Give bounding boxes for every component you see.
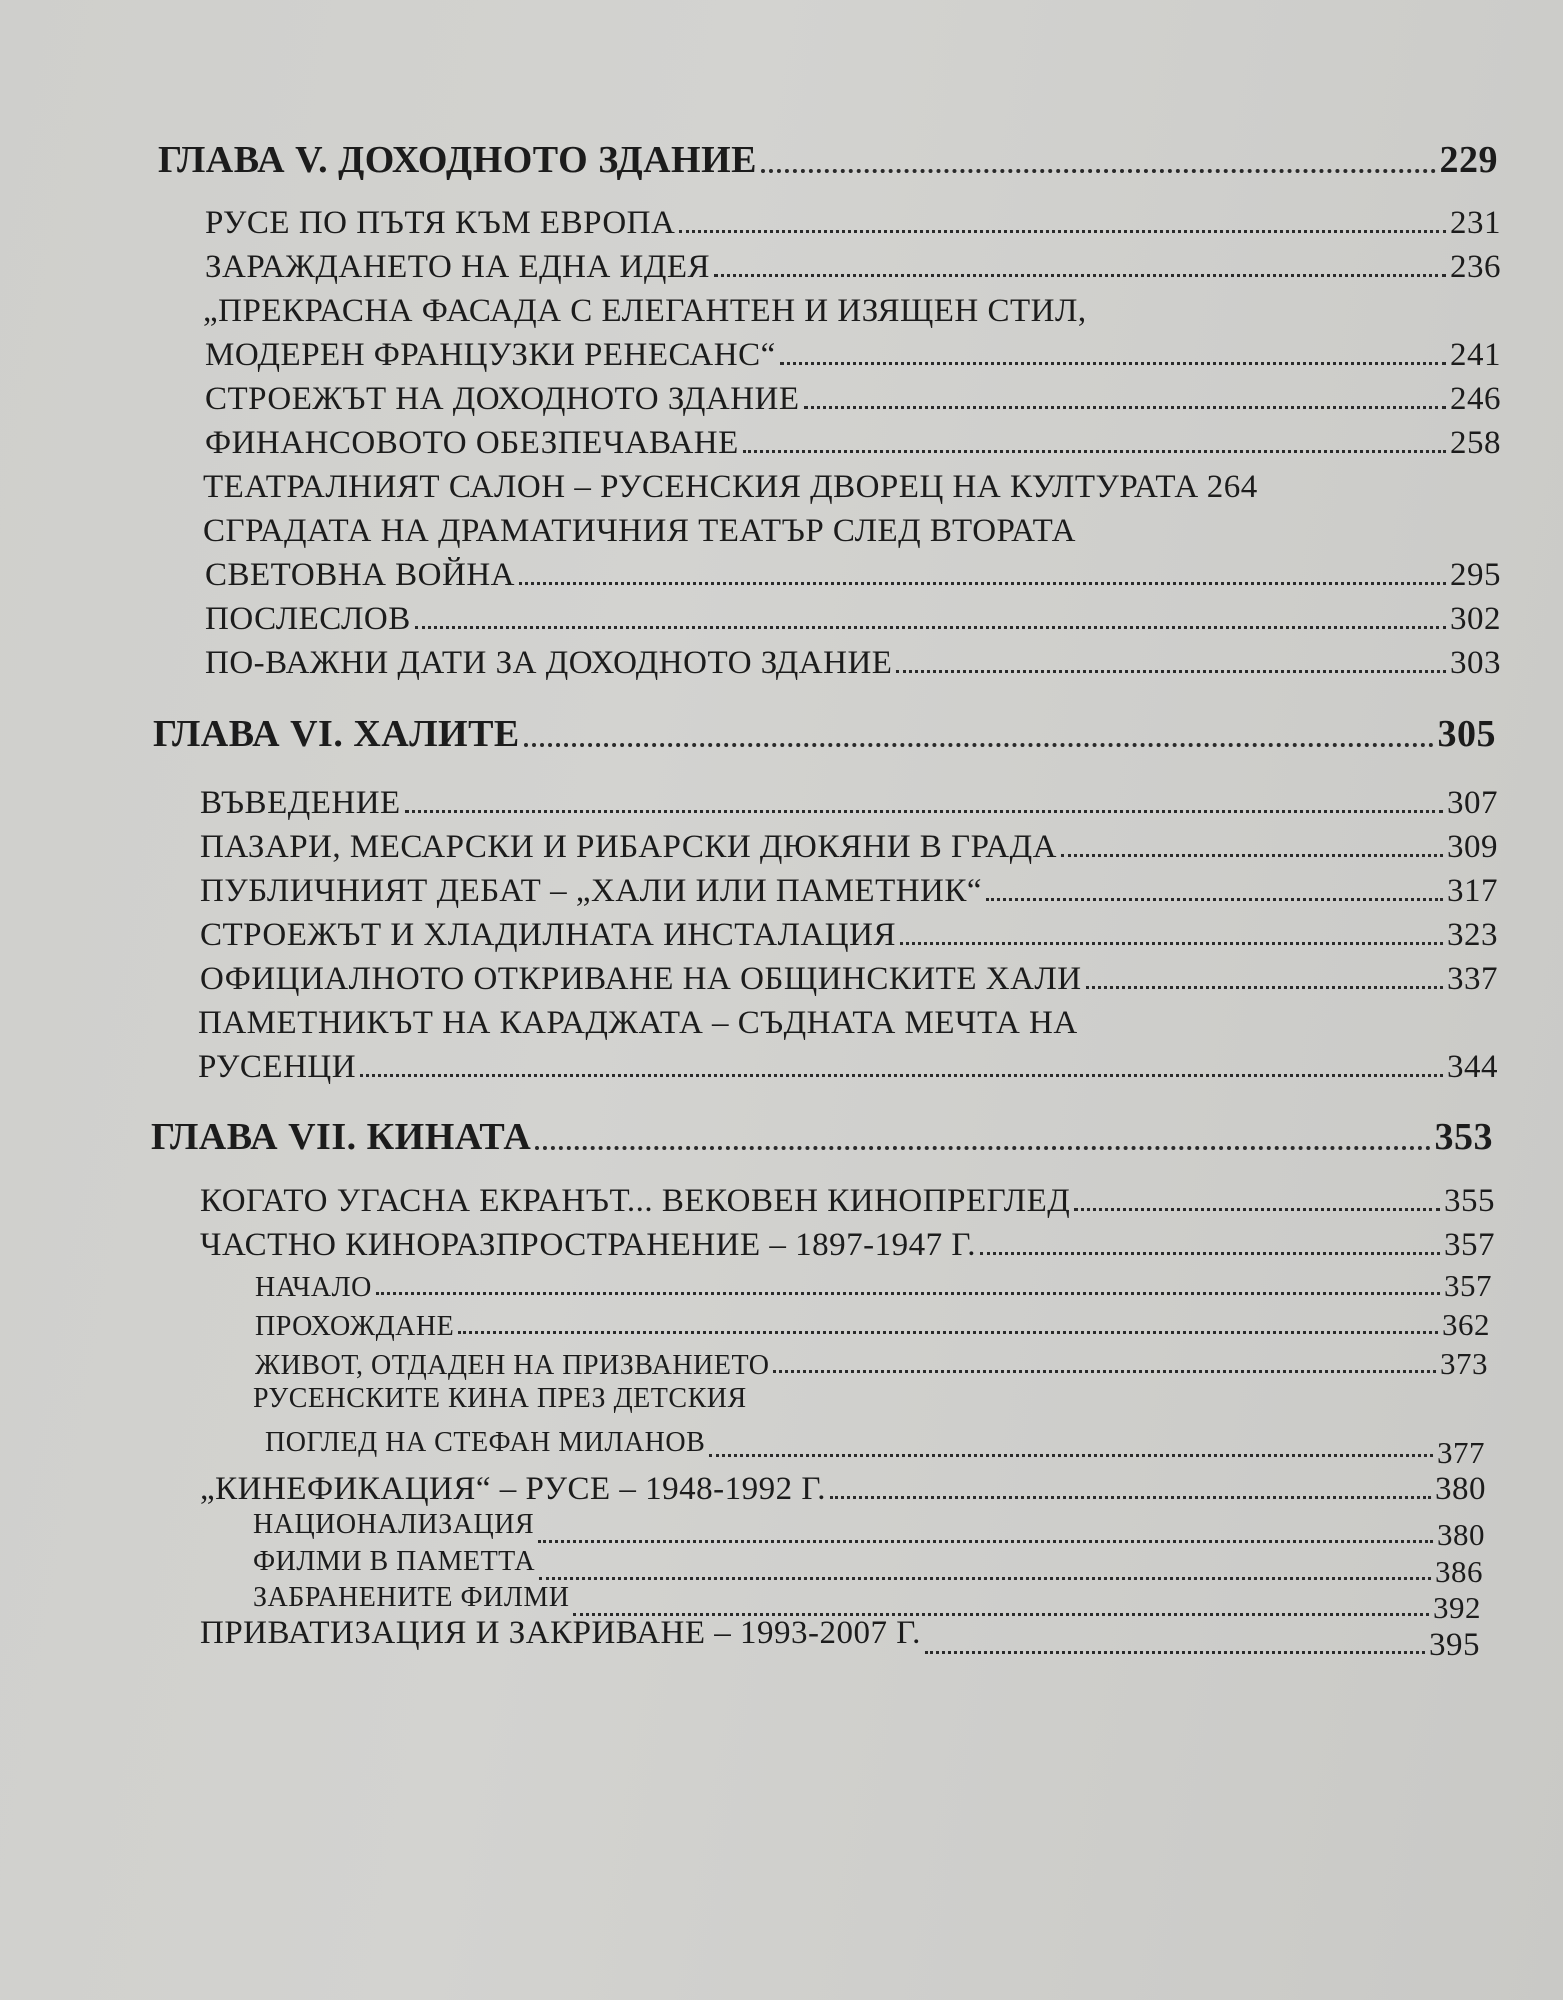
page-number: 323 [1447, 917, 1498, 953]
entry-title: ПУБЛИЧНИЯТ ДЕБАТ – „ХАЛИ ИЛИ ПАМЕТНИК“ [200, 873, 983, 909]
chapter-heading [158, 138, 1498, 182]
entry-title-line: „ПРЕКРАСНА ФАСАДА С ЕЛЕГАНТЕН И ИЗЯЩЕН СТИЛ, [203, 293, 1087, 329]
dot-leader [709, 1454, 1433, 1457]
toc-entry [205, 425, 1501, 462]
toc-entry [205, 557, 1501, 594]
dot-leader [925, 1651, 1425, 1654]
dot-leader [804, 406, 1446, 409]
page-number: 380 [1435, 1471, 1486, 1507]
page-number: 309 [1447, 829, 1498, 865]
page-number: 357 [1444, 1268, 1492, 1303]
toc-entry [200, 917, 1498, 954]
page-number: 302 [1450, 601, 1501, 637]
toc-entry [205, 645, 1501, 682]
toc-entry [205, 249, 1501, 286]
entry-title: НАЧАЛО [255, 1272, 372, 1303]
page-number: 231 [1450, 205, 1501, 241]
chapter-title: ГЛАВА VII. КИНАТА [151, 1116, 532, 1158]
page-number: 317 [1447, 873, 1498, 909]
toc-entry [200, 1183, 1495, 1220]
page-number: 355 [1444, 1183, 1495, 1219]
entry-title: РУСЕНЦИ [198, 1049, 357, 1085]
toc-subentry [253, 1505, 1485, 1552]
page-number: 395 [1429, 1627, 1480, 1663]
dot-leader [896, 670, 1446, 673]
entry-title: ВЪВЕДЕНИЕ [200, 785, 401, 821]
page-number: 264 [1206, 469, 1258, 505]
entry-title: ФИНАНСОВОТО ОБЕЗПЕЧАВАНЕ [205, 425, 739, 461]
toc-entry [205, 205, 1501, 242]
page-number: 386 [1435, 1554, 1483, 1589]
dot-leader [986, 898, 1443, 901]
toc-subentry [255, 1268, 1492, 1304]
toc-entry [205, 601, 1501, 638]
toc-entry [200, 829, 1498, 866]
entry-title: КОГАТО УГАСНА ЕКРАНЪТ... ВЕКОВЕН КИНОПРЕГЛЕД [200, 1183, 1071, 1219]
page-number: 307 [1447, 785, 1498, 821]
dot-leader [535, 1146, 1430, 1150]
dot-leader [1086, 986, 1443, 989]
entry-title: ФИЛМИ В ПАМЕТТА [253, 1546, 536, 1577]
toc-entry [200, 1471, 1486, 1508]
chapter-heading [151, 1115, 1493, 1159]
dot-leader [1074, 1208, 1440, 1211]
chapter-heading [153, 712, 1496, 756]
entry-title: „КИНЕФИКАЦИЯ“ – РУСЕ – 1948-1992 Г. [200, 1471, 826, 1507]
toc-subentry [265, 1423, 1485, 1470]
entry-title: МОДЕРЕН ФРАНЦУЗКИ РЕНЕСАНС“ [205, 337, 776, 373]
entry-title: ПРОХОЖДАНЕ [255, 1311, 455, 1342]
toc-subentry [253, 1578, 1481, 1625]
page-number: 373 [1440, 1346, 1488, 1381]
entry-title: ТЕАТРАЛНИЯТ САЛОН – РУСЕНСКИЯ ДВОРЕЦ НА КУЛТУРАТА [203, 469, 1199, 505]
page-number: 353 [1434, 1116, 1493, 1158]
entry-title-line: СГРАДАТА НА ДРАМАТИЧНИЯ ТЕАТЪР СЛЕД ВТОРАТА [203, 513, 1076, 549]
page-number: 295 [1450, 557, 1501, 593]
dot-leader [980, 1252, 1440, 1255]
entry-title: НАЦИОНАЛИЗАЦИЯ [253, 1509, 535, 1540]
dot-leader [524, 743, 1434, 747]
page-number: 337 [1447, 961, 1498, 997]
dot-leader [761, 169, 1436, 173]
dot-leader [360, 1074, 1443, 1077]
entry-title: СТРОЕЖЪТ И ХЛАДИЛНАТА ИНСТАЛАЦИЯ [200, 917, 896, 953]
entry-title: ЗАРАЖДАНЕТО НА ЕДНА ИДЕЯ [205, 249, 711, 285]
dot-leader [519, 582, 1446, 585]
toc-subentry [255, 1307, 1490, 1343]
toc-entry [200, 785, 1498, 822]
page-number: 344 [1447, 1049, 1498, 1085]
entry-title: ЗАБРАНЕНИТЕ ФИЛМИ [253, 1582, 570, 1613]
dot-leader [743, 450, 1446, 453]
dot-leader [415, 626, 1446, 629]
toc-subentry [253, 1542, 1483, 1589]
entry-title-line: РУСЕНСКИТЕ КИНА ПРЕЗ ДЕТСКИЯ [253, 1383, 747, 1414]
entry-title: ПО-ВАЖНИ ДАТИ ЗА ДОХОДНОТО ЗДАНИЕ [205, 645, 893, 681]
page-number: 303 [1450, 645, 1501, 681]
page-number: 380 [1437, 1517, 1485, 1552]
dot-leader [830, 1496, 1431, 1499]
entry-title: ПРИВАТИЗАЦИЯ И ЗАКРИВАНЕ – 1993-2007 Г. [200, 1615, 921, 1651]
toc-entry [200, 1615, 1480, 1663]
chapter-title: ГЛАВА VI. ХАЛИТЕ [153, 713, 520, 755]
dot-leader [458, 1331, 1438, 1334]
page-number: 362 [1442, 1307, 1490, 1342]
entry-title: РУСЕ ПО ПЪТЯ КЪМ ЕВРОПА [205, 205, 676, 241]
dot-leader [679, 230, 1446, 233]
entry-title: СВЕТОВНА ВОЙНА [205, 557, 515, 593]
entry-title: СТРОЕЖЪТ НА ДОХОДНОТО ЗДАНИЕ [205, 381, 800, 417]
toc-subentry [255, 1346, 1488, 1382]
toc-entry [203, 469, 1501, 506]
entry-title: ПОСЛЕСЛОВ [205, 601, 411, 637]
toc-entry [205, 381, 1501, 418]
toc-entry [205, 337, 1501, 374]
page-number: 246 [1450, 381, 1501, 417]
toc-entry [200, 961, 1498, 998]
page-number: 377 [1437, 1435, 1485, 1470]
dot-leader [376, 1292, 1440, 1295]
dot-leader [714, 274, 1446, 277]
page-number: 305 [1437, 713, 1496, 755]
page-number: 392 [1433, 1590, 1481, 1625]
entry-title: ЖИВОТ, ОТДАДЕН НА ПРИЗВАНИЕТО [255, 1350, 770, 1381]
page-number: 236 [1450, 249, 1501, 285]
entry-title: ОФИЦИАЛНОТО ОТКРИВАНЕ НА ОБЩИНСКИТЕ ХАЛИ [200, 961, 1082, 997]
entry-title: ПАЗАРИ, МЕСАРСКИ И РИБАРСКИ ДЮКЯНИ В ГРАДА [200, 829, 1057, 865]
entry-title: ПОГЛЕД НА СТЕФАН МИЛАНОВ [265, 1427, 706, 1458]
page-number: 258 [1450, 425, 1501, 461]
entry-title-line: ПАМЕТНИКЪТ НА КАРАДЖАТА – СЪДНАТА МЕЧТА НА [198, 1005, 1078, 1041]
page-number: 229 [1439, 139, 1498, 181]
dot-leader [780, 362, 1446, 365]
page-number: 241 [1450, 337, 1501, 373]
toc-entry [200, 873, 1498, 910]
dot-leader [405, 810, 1443, 813]
dot-leader [1061, 854, 1443, 857]
dot-leader [773, 1370, 1436, 1373]
dot-leader [900, 942, 1443, 945]
toc-entry [200, 1227, 1495, 1264]
toc-entry [198, 1049, 1498, 1086]
chapter-title: ГЛАВА V. ДОХОДНОТО ЗДАНИЕ [158, 139, 757, 181]
entry-title: ЧАСТНО КИНОРАЗПРОСТРАНЕНИЕ – 1897-1947 Г. [200, 1227, 977, 1263]
page-number: 357 [1444, 1227, 1495, 1263]
